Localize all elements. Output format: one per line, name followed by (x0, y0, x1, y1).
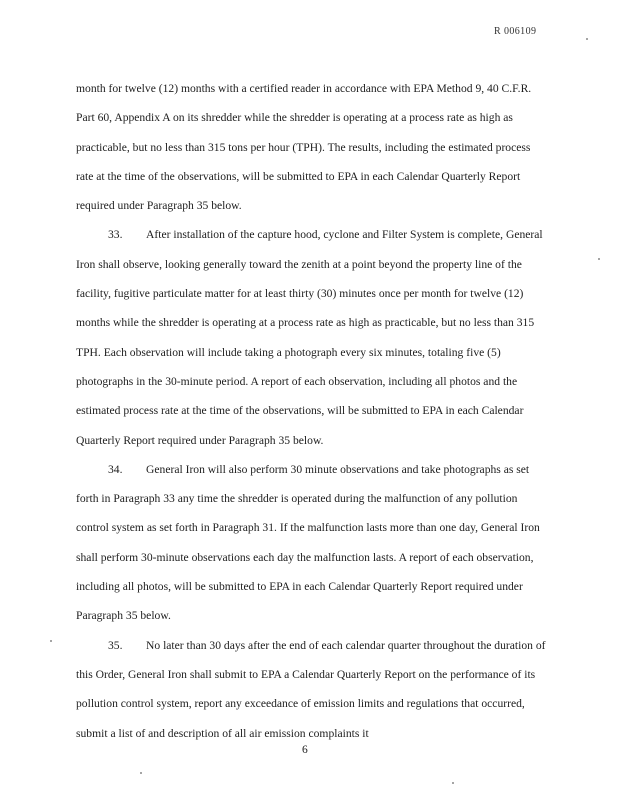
scan-speck (598, 258, 600, 260)
scan-speck (50, 640, 52, 642)
paragraph-continuation (76, 74, 546, 220)
paragraph-33 (76, 220, 546, 454)
scan-speck (140, 772, 142, 774)
paragraph-number: 33. (108, 228, 123, 242)
paragraph-34 (76, 455, 546, 631)
paragraph-35 (76, 631, 546, 748)
scan-speck (586, 38, 588, 40)
scan-speck (452, 782, 454, 784)
page-number: 6 (302, 744, 308, 756)
paragraph-text: No later than 30 days after the end of each calendar quarter throughout the duration of this Order, General Iron shall submit to EPA a Calendar Quarterly Report on the performance of its pollution control system, report any exceedance of emission limits and regulations that occurred, submit a list of and description of all air emission complaints it (76, 638, 546, 740)
paragraph-text: month for twelve (12) months with a certified reader in accordance with EPA Method 9, 40 C.F.R. Part 60, Appendix A on its shredder while the shredder is operating at a process rate as high as practicable, but no less than 315 tons per hour (TPH). The results, including the estimated process rate at the time of the observations, will be submitted to EPA in each Calendar Quarterly Report required under Paragraph 35 below. (76, 82, 532, 213)
paragraph-text: General Iron will also perform 30 minute observations and take photographs as set forth in Paragraph 33 any time the shredder is operated during the malfunction of any pollution control system as set forth in Paragraph 31. If the malfunction lasts more than one day, General Iron shall perform 30-minute observations each day the malfunction lasts. A report of each observation, including all photos, will be submitted to EPA in each Calendar Quarterly Report required under Paragraph 35 below. (76, 462, 540, 623)
document-body (76, 74, 546, 748)
paragraph-text: After installation of the capture hood, cyclone and Filter System is complete, General Iron shall observe, looking generally toward the zenith at a point beyond the property line of the facility, fugitive particulate matter for at least thirty (30) minutes once per month for twelve (12) months while the shredder is operating at a process rate as high as practicable, but no less than 315 TPH. Each observation will include taking a photograph every six minutes, totaling five (5) photographs in the 30-minute period. A report of each observation, including all photos and the estimated process rate at the time of the observations, will be submitted to EPA in each Calendar Quarterly Report required under Paragraph 35 below. (76, 228, 543, 447)
bates-number: R 006109 (494, 26, 537, 37)
paragraph-number: 34. (108, 462, 123, 476)
paragraph-number: 35. (108, 638, 123, 652)
